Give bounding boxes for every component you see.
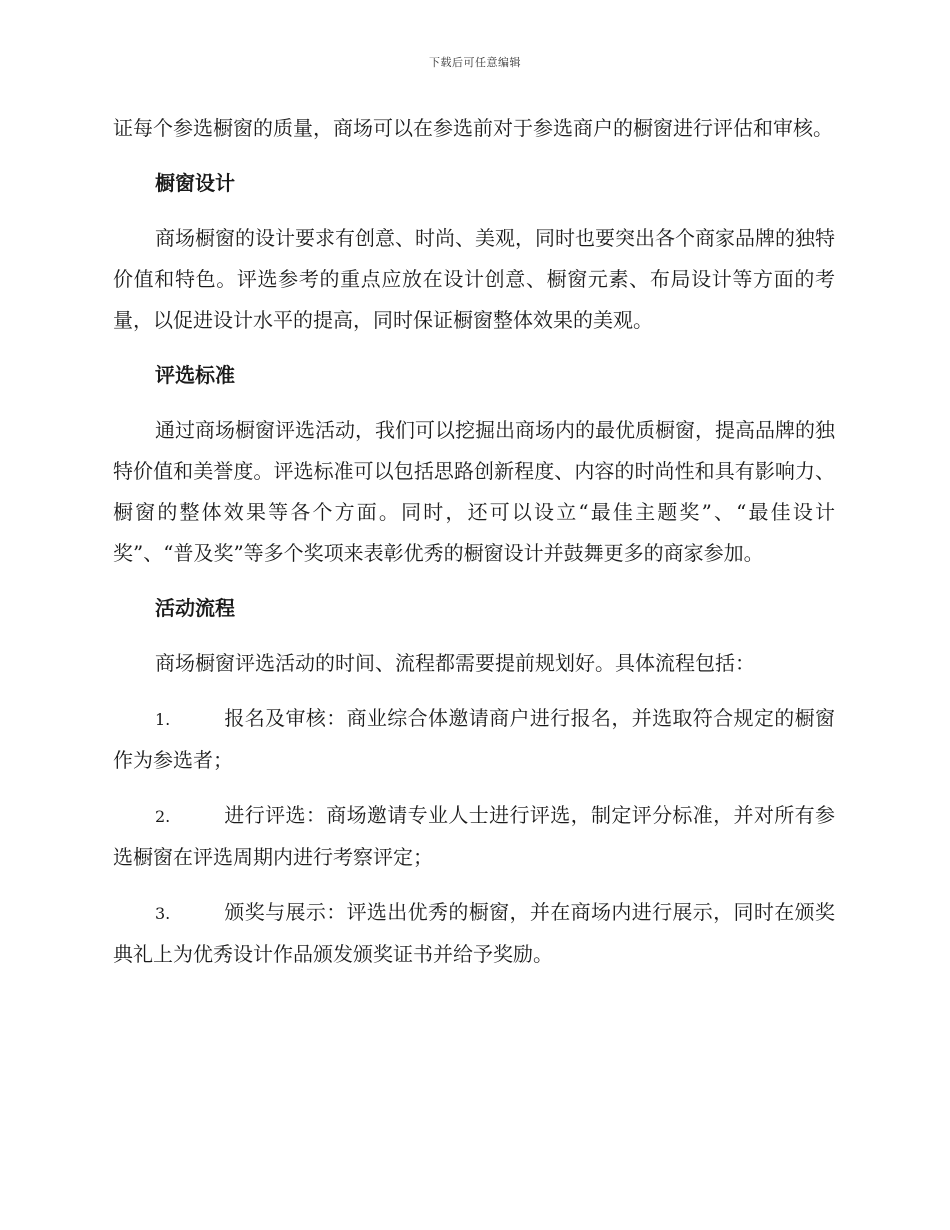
- list-number: 2.: [155, 807, 171, 826]
- page-header: 下载后可任意编辑: [429, 56, 521, 69]
- paragraph-process-intro: 商场橱窗评选活动的时间、流程都需要提前规划好。具体流程包括：: [155, 651, 755, 675]
- heading-window-design: 橱窗设计: [155, 171, 235, 195]
- heading-criteria: 评选标准: [155, 363, 235, 387]
- list-text: 颁奖与展示：评选出优秀的橱窗，并在商场内进行展示，同时在颁奖典礼上为优秀设计作品颁发颁奖证书并给予奖励。: [113, 900, 835, 966]
- list-text: 进行评选：商场邀请专业人士进行评选，制定评分标准，并对所有参选橱窗在评选周期内进行考察评定；: [113, 803, 835, 869]
- document-body: [113, 108, 835, 989]
- list-item-2: [113, 795, 835, 878]
- list-number: 1.: [155, 710, 171, 729]
- paragraph-window-design: 商场橱窗的设计要求有创意、时尚、美观，同时也要突出各个商家品牌的独特价值和特色。评选参考的重点应放在设计创意、橱窗元素、布局设计等方面的考量，以促进设计水平的提高，同时保证橱窗整体效果的美观。: [113, 226, 835, 332]
- heading-process: 活动流程: [155, 596, 235, 620]
- paragraph-criteria: 通过商场橱窗评选活动，我们可以挖掘出商场内的最优质橱窗，提高品牌的独特价值和美誉度。评选标准可以包括思路创新程度、内容的时尚性和具有影响力、橱窗的整体效果等各个方面。同时，还可以设立“最佳主题奖”、“最佳设计奖”、“普及奖”等多个奖项来表彰优秀的橱窗设计并鼓舞更多的商家参加。: [113, 418, 835, 565]
- list-item-3: [113, 892, 835, 975]
- list-item-1: [113, 698, 835, 781]
- paragraph-continuation: 证每个参选橱窗的质量，商场可以在参选前对于参选商户的橱窗进行评估和审核。: [113, 116, 833, 140]
- list-text: 报名及审核：商业综合体邀请商户进行报名，并选取符合规定的橱窗作为参选者；: [113, 706, 835, 772]
- list-number: 3.: [155, 904, 171, 923]
